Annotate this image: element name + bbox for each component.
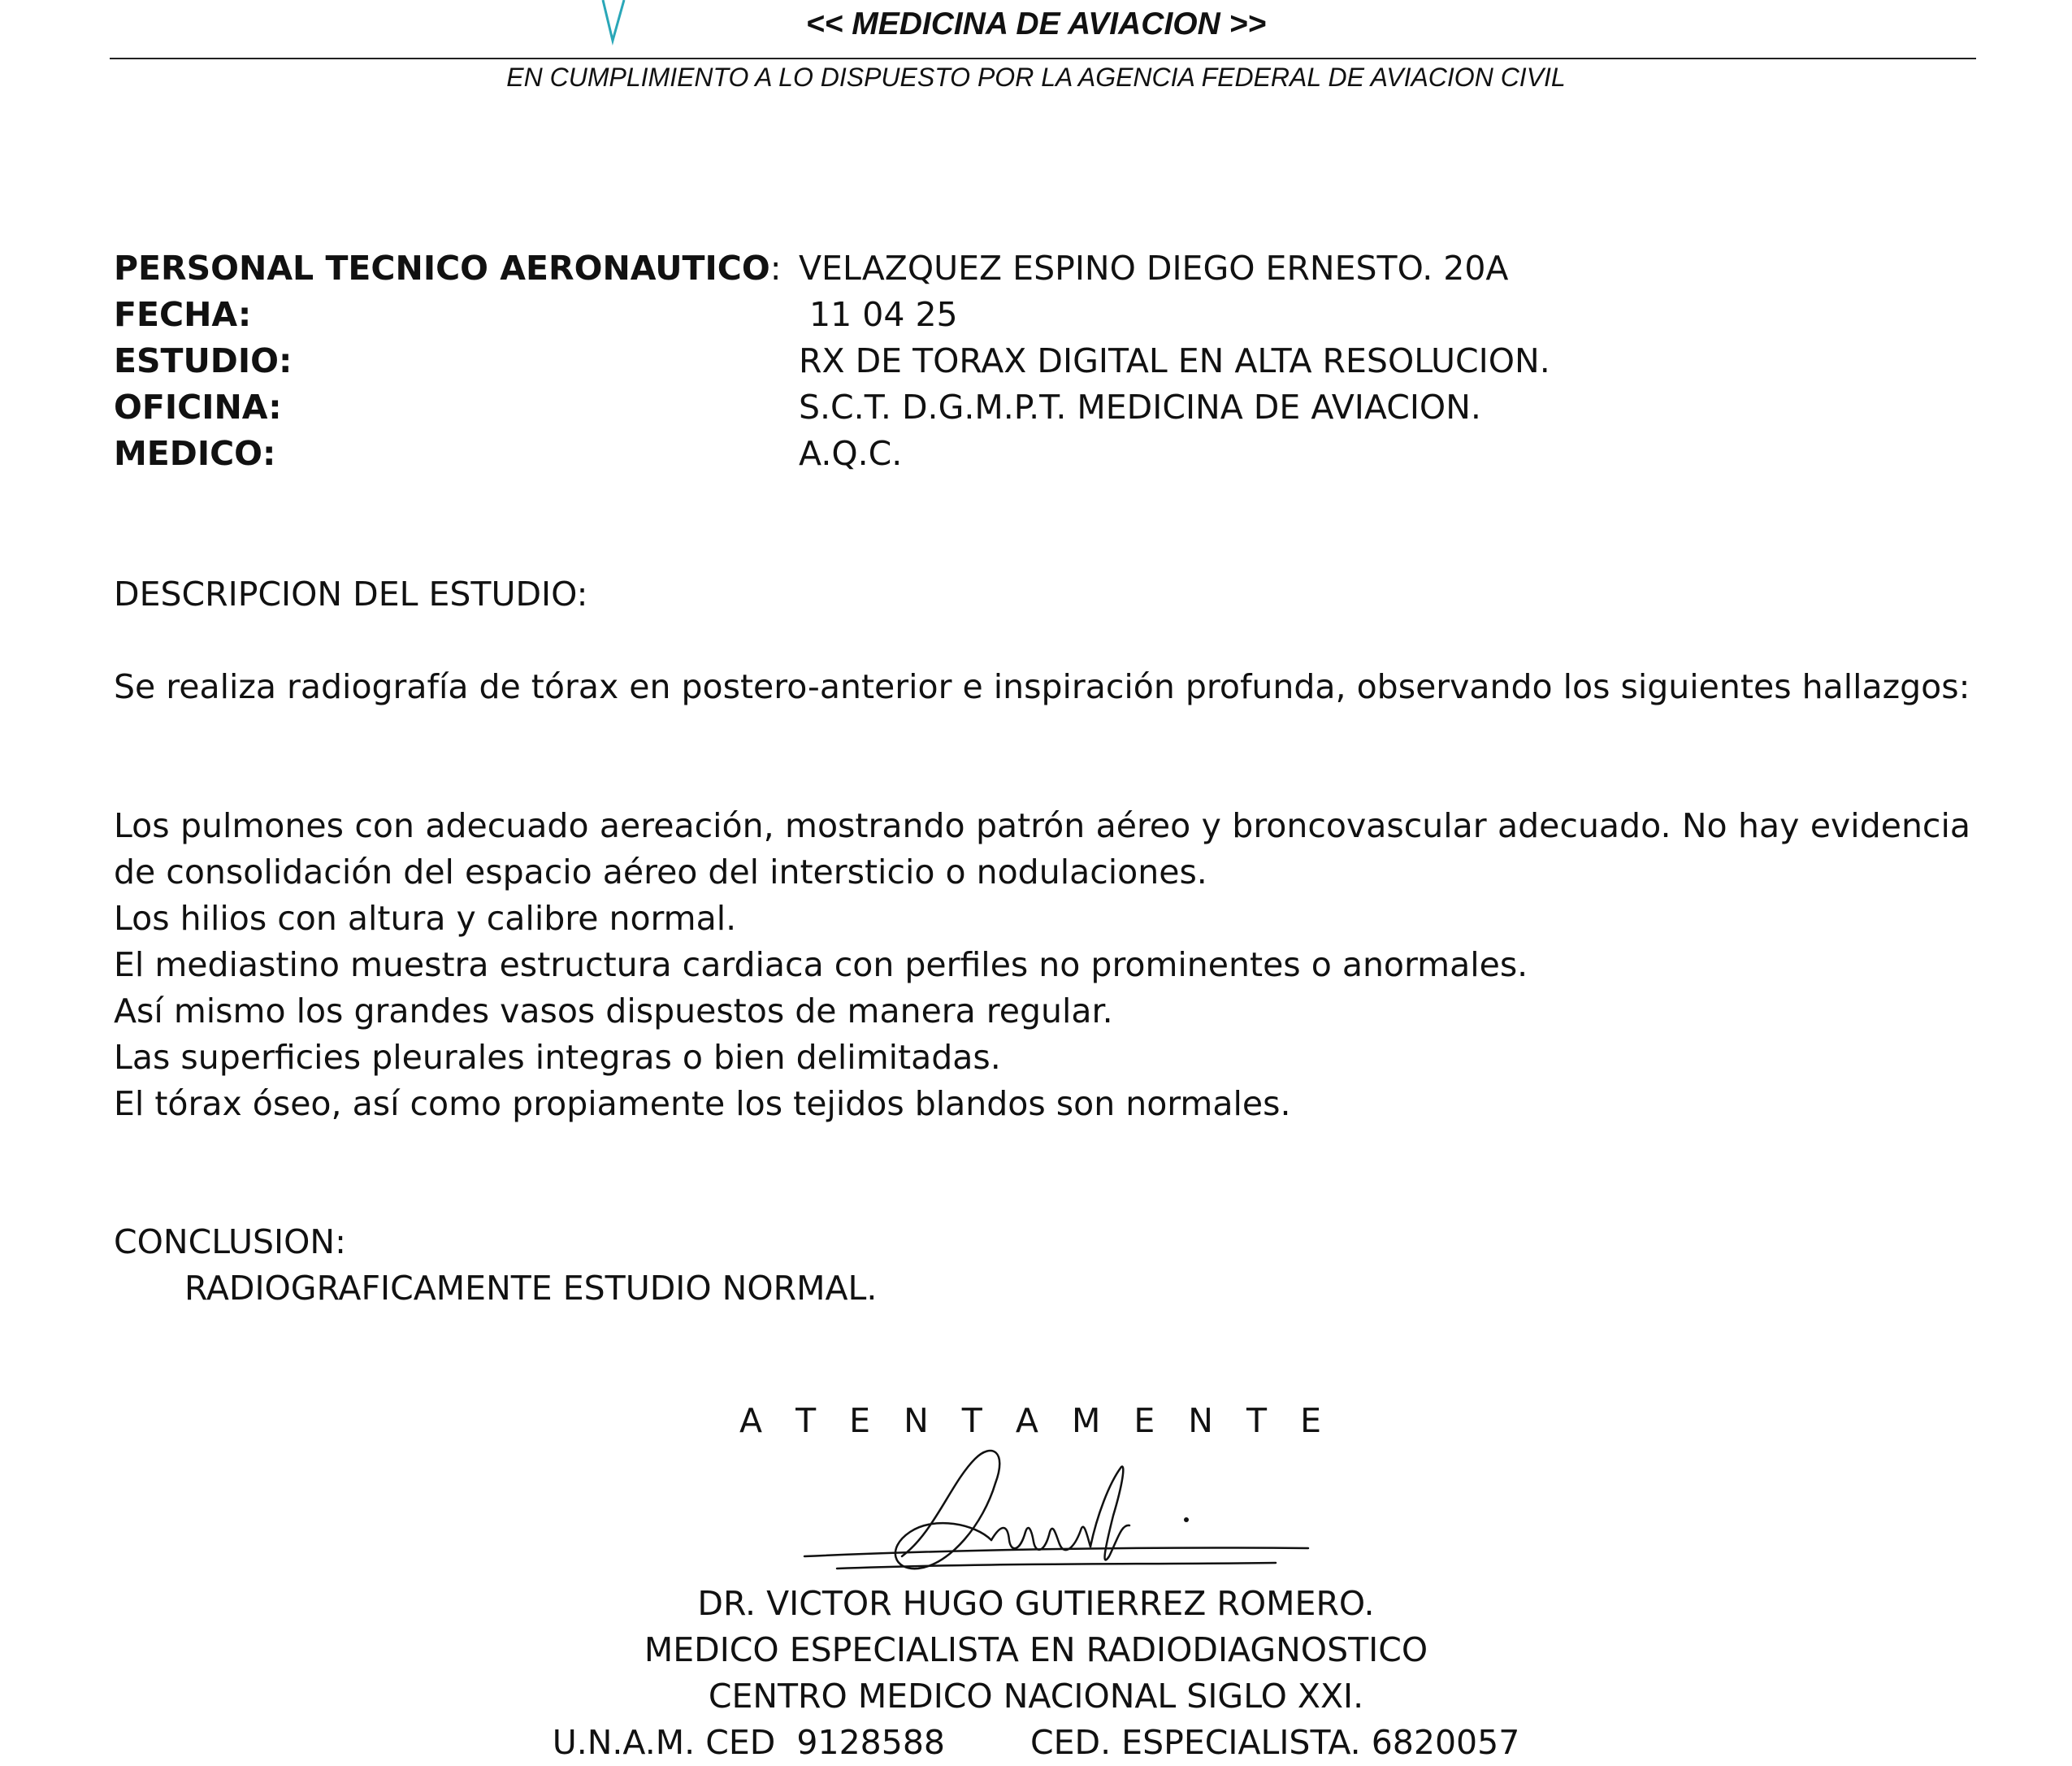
field-label-medico: MEDICO: [114,434,276,473]
ced-unam: U.N.A.M. CED 9128588 [552,1723,945,1762]
field-value-oficina: S.C.T. D.G.M.P.T. MEDICINA DE AVIACION. [799,388,1481,427]
conclusion-heading: CONCLUSION: [114,1222,346,1261]
signatory-title: MEDICO ESPECIALISTA EN RADIODIAGNOSTICO [644,1630,1428,1669]
field-value-personal: VELAZQUEZ ESPINO DIEGO ERNESTO. 20A [799,249,1509,288]
field-value-estudio: RX DE TORAX DIGITAL EN ALTA RESOLUCION. [799,341,1550,380]
finding-item: Los hilios con altura y calibre normal. [114,899,737,938]
description-heading: DESCRIPCION DEL ESTUDIO: [114,575,588,614]
signatory-credentials [0,1720,2072,1766]
finding-item: Así mismo los grandes vasos dispuestos de manera regular. [114,991,1113,1031]
findings-list [114,896,1970,1127]
finding-item: El mediastino muestra estructura cardiaca con perfiles no prominentes o anormales. [114,945,1528,984]
description-intro: Se realiza radiografía de tórax en postero-anterior e inspiración profunda, observando los siguientes hallazgos: [114,667,1970,706]
finding-item: El tórax óseo, así como propiamente los tejidos blandos son normales. [114,1084,1291,1123]
header-title: << MEDICINA DE AVIACION >> [805,7,1267,41]
signatory-name: DR. VICTOR HUGO GUTIERREZ ROMERO. [697,1584,1375,1623]
signatory-block [0,1581,2072,1766]
header-subtitle: EN CUMPLIMIENTO A LO DISPUESTO POR LA AGENCIA FEDERAL DE AVIACION CIVIL [506,63,1566,92]
signatory-institution: CENTRO MEDICO NACIONAL SIGLO XXI. [708,1677,1364,1716]
field-label-estudio: ESTUDIO: [114,341,293,380]
ced-especialista: CED. ESPECIALISTA. 6820057 [1030,1723,1520,1762]
finding-lungs: Los pulmones con adecuado aereación, mostrando patrón aéreo y broncovascular adecuado. No hay evidencia de consolidación del espacio aéreo del intersticio o nodulaciones. [114,806,1970,892]
field-value-fecha: 11 04 25 [799,295,958,334]
field-label-fecha: FECHA: [114,295,252,334]
field-value-medico: A.Q.C. [799,434,903,473]
field-label-personal: PERSONAL TECNICO AERONAUTICO: [114,249,782,288]
conclusion-value: RADIOGRAFICAMENTE ESTUDIO NORMAL. [184,1269,878,1308]
signature-scribble-icon [788,1434,1324,1597]
header-divider [110,58,1976,59]
field-label-oficina: OFICINA: [114,388,282,427]
closing-text: A T E N T A M E N T E [739,1401,1333,1440]
finding-item: Las superficies pleurales integras o bien delimitadas. [114,1038,1001,1077]
